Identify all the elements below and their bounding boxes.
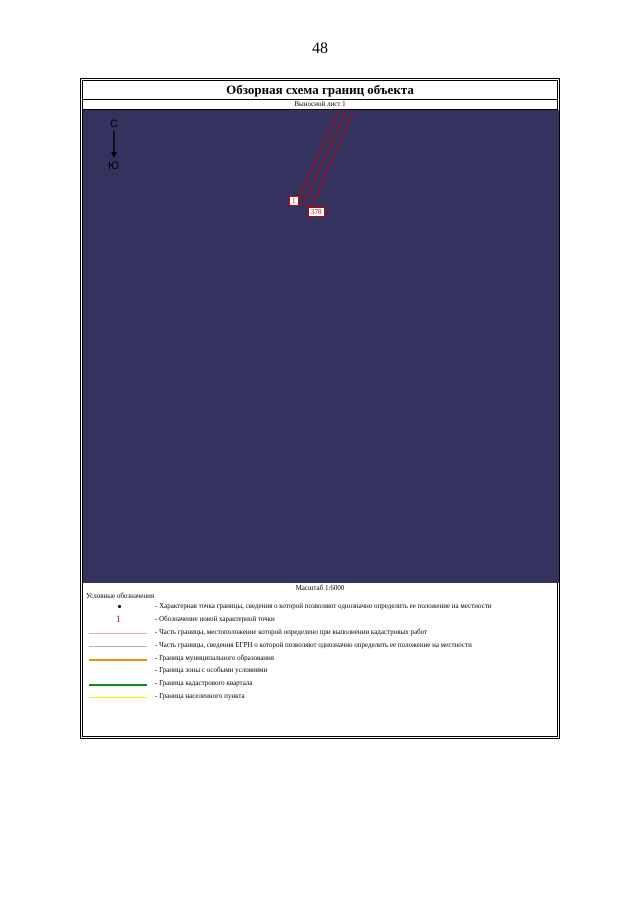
legend-symbol (86, 691, 150, 703)
legend-symbol (86, 653, 150, 665)
legend-symbol (86, 640, 150, 652)
schema-inner-frame (82, 80, 558, 737)
schema-title: Обзорная схема границ объекта (83, 81, 557, 100)
legend (86, 601, 556, 704)
boundary-line-left (297, 110, 339, 201)
boundary-lines (297, 110, 354, 208)
legend-symbol (86, 614, 150, 626)
point-label-378: 378 (308, 207, 325, 217)
legend-text: - Граница кадастрового квартала (155, 679, 253, 688)
north-arrow-icon (111, 131, 117, 158)
scale-label: Масштаб 1:6000 (295, 584, 345, 592)
point-number-icon: 1 (116, 613, 121, 624)
sheet-label: Выносной лист 1 (83, 100, 557, 110)
line-icon (89, 659, 147, 661)
schema-frame (80, 78, 560, 739)
legend-item (86, 627, 556, 640)
legend-item (86, 601, 556, 614)
legend-item (86, 678, 556, 691)
map-area (83, 110, 559, 583)
line-icon (89, 697, 147, 698)
legend-text: - Граница населенного пункта (155, 692, 245, 701)
north-label: С (110, 118, 118, 130)
legend-text: - Граница муниципального образования (155, 653, 275, 662)
legend-title: Условные обозначения (86, 592, 155, 600)
legend-item (86, 653, 556, 666)
legend-symbol (86, 601, 150, 613)
legend-item (86, 640, 556, 653)
line-icon (89, 646, 147, 647)
legend-text: - Характерная точка границы, сведения о которой позволяют однозначно определить ее положение на местности (155, 602, 492, 610)
legend-item (86, 614, 556, 627)
legend-symbol (86, 665, 150, 677)
legend-text: - Граница зоны с особыми условиями (155, 666, 268, 675)
south-label: Ю (108, 160, 120, 172)
point-label-1: 1 (289, 196, 299, 206)
legend-symbol (86, 678, 150, 690)
map-graphics (83, 110, 559, 583)
line-icon (89, 633, 147, 634)
point-dot-icon (118, 605, 121, 608)
page-number: 48 (312, 40, 328, 57)
legend-item (86, 691, 556, 704)
legend-text: - Часть границы, местоположение которой определено при выполнении кадастровых работ (155, 627, 428, 636)
legend-text: - Обозначение новой характерной точки (155, 614, 275, 623)
boundary-line-middle (305, 110, 347, 201)
legend-symbol (86, 627, 150, 639)
line-icon (89, 684, 147, 686)
legend-item (86, 665, 556, 678)
legend-text: - Часть границы, сведения ЕГРН о которой позволяют однозначно определить ее положение на местности (155, 640, 472, 649)
